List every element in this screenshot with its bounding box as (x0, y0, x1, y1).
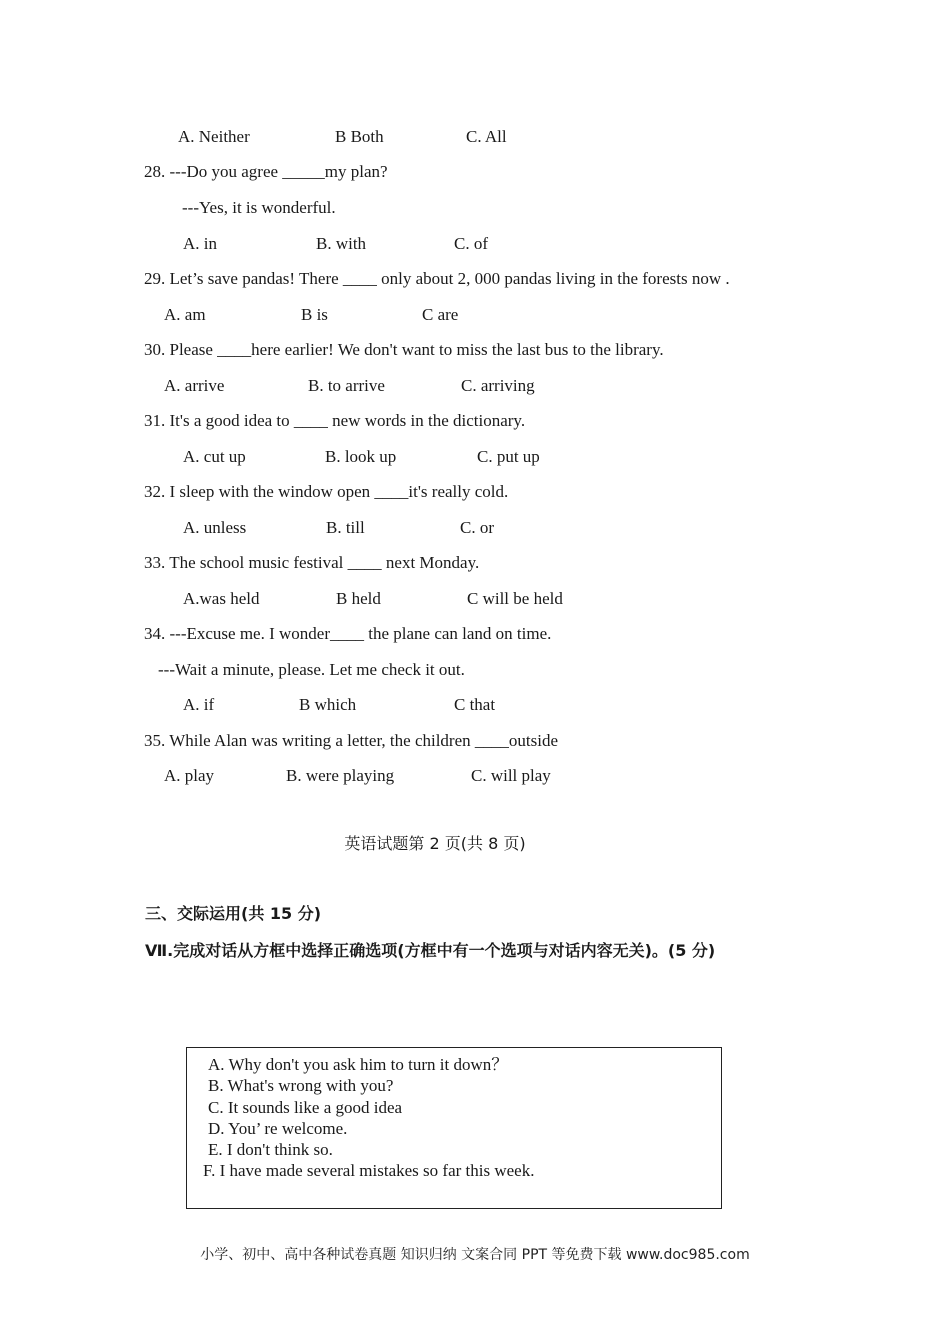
q31-stem: 31. It's a good idea to ____ new words in the dictionary. (144, 411, 526, 430)
box-option-e: E. I don't think so. (208, 1140, 333, 1159)
q30-stem: 30. Please ____here earlier! We don't want to miss the last bus to the library. (144, 340, 664, 359)
q31-option-a: A. cut up (183, 447, 246, 466)
q27-option-a: A. Neither (178, 127, 250, 146)
options-box (186, 1047, 722, 1209)
q35-stem: 35. While Alan was writing a letter, the children ____outside (144, 731, 558, 750)
q31-option-c: C. put up (477, 447, 540, 466)
q35-option-a: A. play (164, 766, 215, 785)
q31-option-b: B. look up (325, 447, 397, 466)
q34-option-b: B which (299, 695, 357, 714)
q33-option-b: B held (336, 589, 381, 608)
page-number-footer: 英语试题第 2 页(共 8 页) (344, 834, 526, 853)
q32-stem: 32. I sleep with the window open ____it's really cold. (144, 482, 509, 501)
q28-option-a: A. in (183, 234, 217, 253)
q28-option-c: C. of (454, 234, 488, 253)
box-option-a: A. Why don't you ask him to turn it down？ (208, 1055, 509, 1074)
box-option-c: C. It sounds like a good idea (208, 1098, 403, 1117)
q28-stem: 28. ---Do you agree _____my plan? (144, 162, 388, 181)
q30-option-a: A. arrive (164, 376, 225, 395)
q29-option-a: A. am (164, 305, 206, 324)
q34-option-a: A. if (183, 695, 215, 714)
q33-option-c: C will be held (467, 589, 563, 608)
site-footer: 小学、初中、高中各种试卷真题 知识归纳 文案合同 PPT 等免费下载 www.doc985.com (200, 1247, 750, 1263)
q30-option-b: B. to arrive (308, 376, 385, 395)
q29-option-c: C are (422, 305, 459, 324)
q29-stem: 29. Let’s save pandas! There ____ only about 2, 000 pandas living in the forests now . (144, 269, 730, 288)
q34-option-c: C that (454, 695, 496, 714)
q29-option-b: B is (301, 305, 328, 324)
q28-option-b: B. with (316, 234, 367, 253)
section-seven-heading: Ⅶ.完成对话从方框中选择正确选项(方框中有一个选项与对话内容无关)。(5 分) (145, 941, 716, 960)
box-option-d: D. You’ re welcome. (208, 1119, 348, 1138)
q34-reply: ---Wait a minute, please. Let me check it out. (158, 660, 465, 679)
q35-option-b: B. were playing (286, 766, 395, 785)
q33-stem: 33. The school music festival ____ next Monday. (144, 553, 480, 572)
q35-option-c: C. will play (471, 766, 551, 785)
q32-option-a: A. unless (183, 518, 247, 537)
box-option-b: B. What's wrong with you? (208, 1076, 394, 1095)
q32-option-c: C. or (460, 518, 494, 537)
q28-reply: ---Yes, it is wonderful. (182, 198, 336, 217)
box-option-f: F. I have made several mistakes so far this week. (203, 1161, 535, 1180)
q33-option-a: A.was held (183, 589, 260, 608)
q27-option-b: B Both (335, 127, 384, 146)
q30-option-c: C. arriving (461, 376, 535, 395)
section-three-heading: 三、交际运用(共 15 分) (145, 904, 322, 923)
q32-option-b: B. till (326, 518, 365, 537)
q27-option-c: C. All (466, 127, 507, 146)
q34-stem: 34. ---Excuse me. I wonder____ the plane can land on time. (144, 624, 552, 643)
